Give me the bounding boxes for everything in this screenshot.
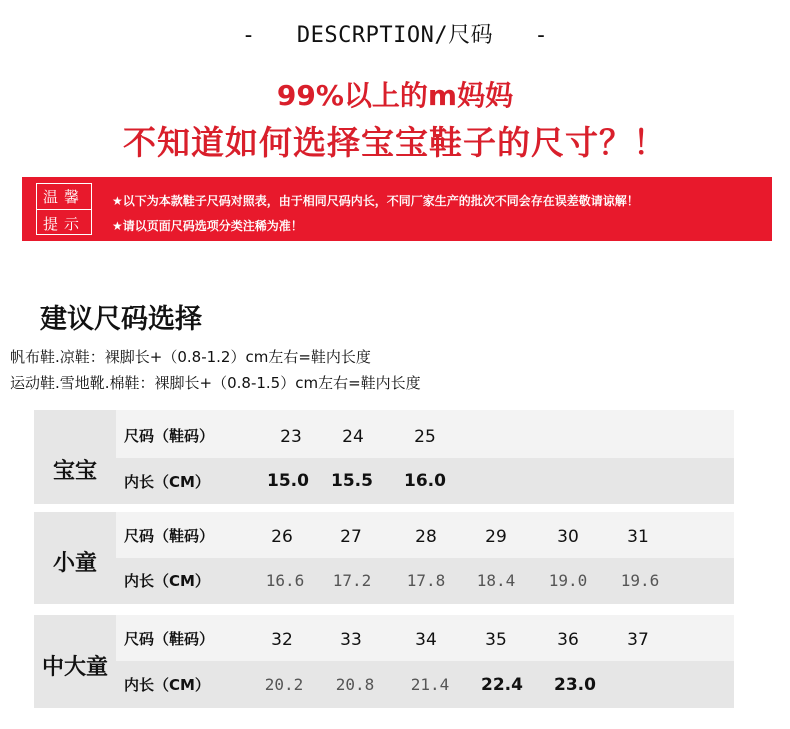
- size-cell: 30: [557, 527, 579, 547]
- size-cell: 36: [557, 630, 579, 650]
- headline-primary: 99%以上的m妈妈: [276, 79, 514, 112]
- size-cell: 26: [271, 527, 293, 547]
- size-cell: 31: [627, 527, 649, 547]
- length-cell: 23.0: [554, 675, 596, 695]
- length-cell: 20.8: [335, 675, 375, 694]
- length-cell: 16.6: [265, 571, 305, 590]
- row-label-size: 尺码（鞋码）: [124, 427, 215, 445]
- length-cell: 19.6: [620, 571, 660, 590]
- size-cell: 24: [342, 427, 364, 447]
- length-cell: 18.4: [476, 571, 516, 590]
- size-cell: 32: [271, 630, 293, 650]
- section-title: 建议尺码选择: [40, 304, 202, 335]
- page-title: - DESCRPTION/尺码 -: [241, 23, 549, 48]
- notice-label-warm: 温馨: [42, 188, 85, 206]
- size-rule-canvas-sandals: 帆布鞋.凉鞋：裸脚长+（0.8-1.2）cm左右=鞋内长度: [10, 348, 371, 366]
- notice-label-divider: [36, 209, 92, 210]
- length-cell: 17.2: [332, 571, 372, 590]
- size-cell: 23: [280, 427, 302, 447]
- size-cell: 29: [485, 527, 507, 547]
- category-label: 中大童: [41, 655, 108, 680]
- length-cell: 16.0: [404, 471, 446, 491]
- row-label-length: 内长（CM）: [124, 572, 210, 590]
- size-cell: 35: [485, 630, 507, 650]
- length-cell: 20.2: [264, 675, 304, 694]
- size-cell: 34: [415, 630, 437, 650]
- row-label-size: 尺码（鞋码）: [124, 630, 215, 648]
- headline-secondary: 不知道如何选择宝宝鞋子的尺寸？！: [123, 123, 667, 162]
- length-cell: 19.0: [548, 571, 588, 590]
- length-cell: 15.0: [267, 471, 309, 491]
- category-label: 小童: [52, 551, 97, 576]
- row-label-size: 尺码（鞋码）: [124, 527, 215, 545]
- size-cell: 33: [340, 630, 362, 650]
- size-cell: 25: [414, 427, 436, 447]
- size-cell: 37: [627, 630, 649, 650]
- notice-text-1: ★以下为本款鞋子尺码对照表，由于相同尺码内长，不同厂家生产的批次不同会存在误差敬请谅解！: [112, 194, 639, 208]
- length-cell: 21.4: [410, 675, 450, 694]
- notice-label-tip: 提示: [42, 215, 85, 233]
- row-label-length: 内长（CM）: [124, 473, 210, 491]
- notice-text-2: ★请以页面尺码选项分类注稀为准！: [112, 219, 303, 233]
- size-cell: 27: [340, 527, 362, 547]
- category-label: 宝宝: [52, 459, 97, 484]
- size-rule-sports-boots: 运动鞋.雪地靴.棉鞋：裸脚长+（0.8-1.5）cm左右=鞋内长度: [10, 374, 421, 392]
- length-cell: 22.4: [481, 675, 523, 695]
- size-cell: 28: [415, 527, 437, 547]
- length-cell: 15.5: [331, 471, 373, 491]
- length-cell: 17.8: [406, 571, 446, 590]
- row-label-length: 内长（CM）: [124, 676, 210, 694]
